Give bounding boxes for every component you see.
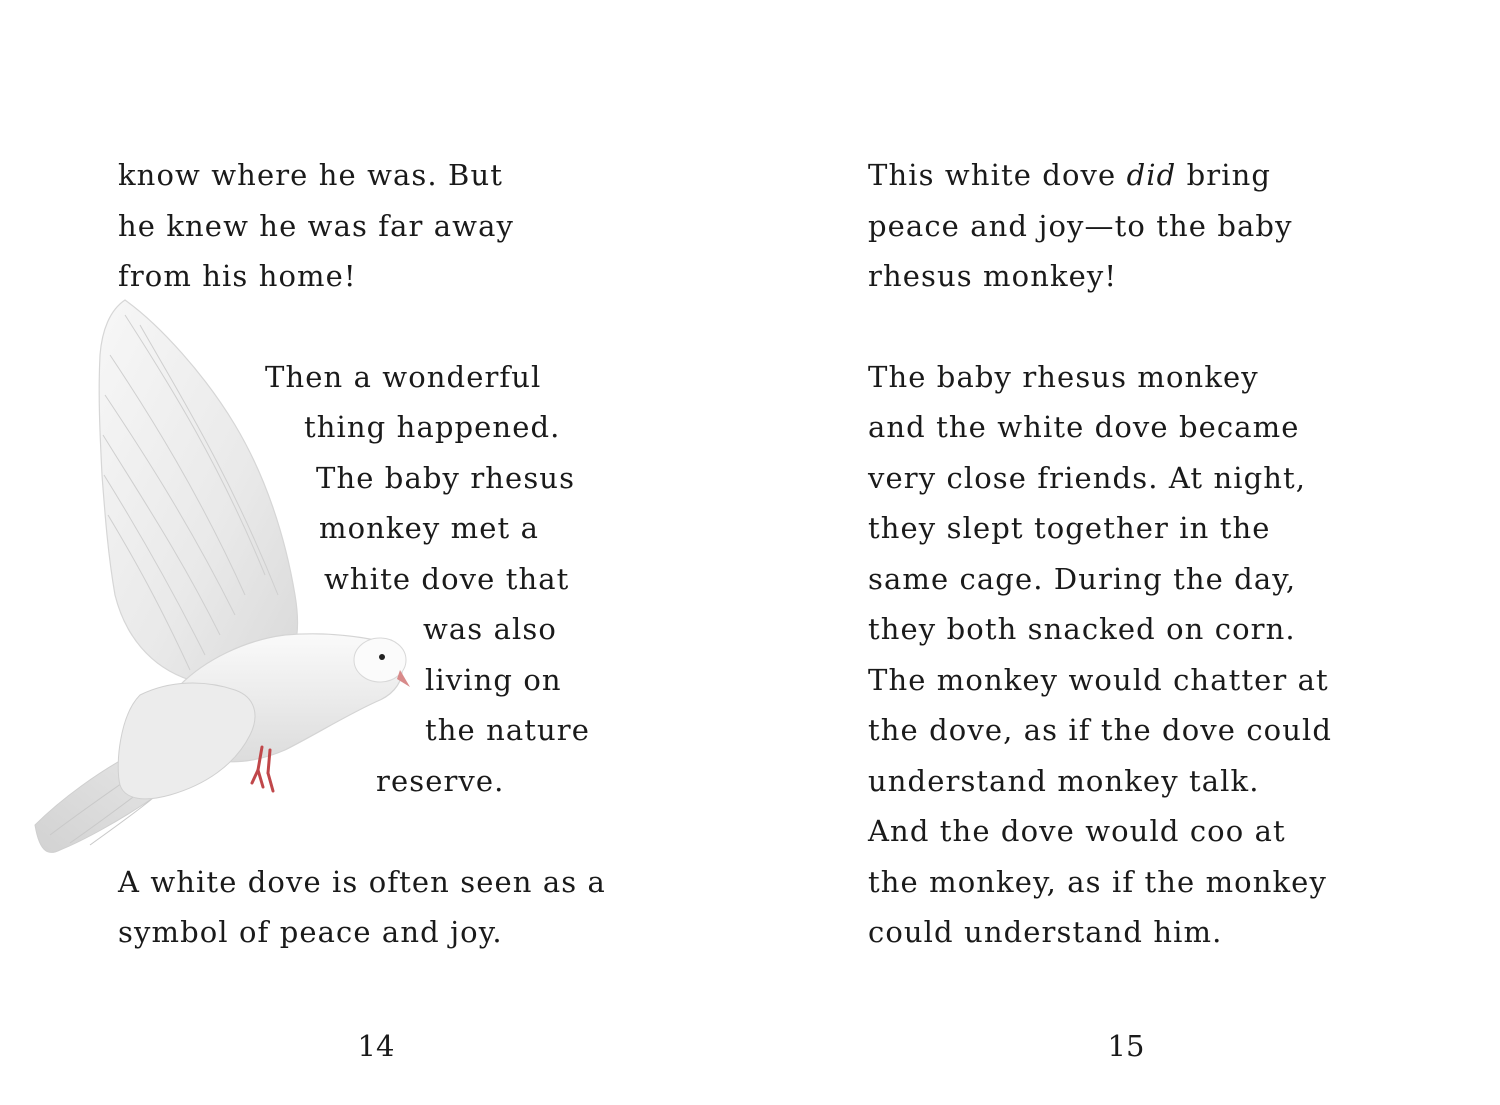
left-intro-line-1: know where he was. But xyxy=(118,158,503,192)
left-wrap-line-9: reserve. xyxy=(376,764,505,798)
right-para2-line-7: The monkey would chatter at xyxy=(868,663,1329,697)
left-wrap-line-5: white dove that xyxy=(324,562,570,596)
left-wrap-line-4: monkey met a xyxy=(319,511,539,545)
right-para2-line-1: The baby rhesus monkey xyxy=(868,360,1259,394)
right-para2-line-5: same cage. During the day, xyxy=(868,562,1297,596)
right-para2-line-9: understand monkey talk. xyxy=(868,764,1260,798)
left-intro-line-2: he knew he was far away xyxy=(118,209,514,243)
right-para2-line-11: the monkey, as if the monkey xyxy=(868,865,1327,899)
left-wrap-line-6: was also xyxy=(423,612,557,646)
right-para2-line-3: very close friends. At night, xyxy=(868,461,1307,495)
left-intro-line-3: from his home! xyxy=(118,259,357,293)
page-number-left: 14 xyxy=(357,1029,395,1063)
right-para1-line-2: peace and joy—to the baby xyxy=(868,209,1293,243)
right-para2-line-6: they both snacked on corn. xyxy=(868,612,1296,646)
left-wrap-line-2: thing happened. xyxy=(304,410,561,444)
right-para2-line-4: they slept together in the xyxy=(868,511,1271,545)
left-wrap-line-8: the nature xyxy=(425,713,591,747)
right-para1-line-1-start: This white dove xyxy=(868,158,1127,192)
left-closing-line-1: A white dove is often seen as a xyxy=(118,865,606,899)
right-para1-line-1-end: bring xyxy=(1176,158,1272,192)
left-closing-line-2: symbol of peace and joy. xyxy=(118,915,503,949)
emphasis-did: did xyxy=(1126,158,1177,192)
left-wrap-line-1: Then a wonderful xyxy=(265,360,542,394)
right-para2-line-8: the dove, as if the dove could xyxy=(868,713,1333,747)
right-para2-line-12: could understand him. xyxy=(868,915,1223,949)
right-para1-line-1 xyxy=(868,150,1271,200)
right-para1-line-3: rhesus monkey! xyxy=(868,259,1118,293)
left-wrap-line-3: The baby rhesus xyxy=(316,461,576,495)
right-para2-line-2: and the white dove became xyxy=(868,410,1300,444)
page-number-right: 15 xyxy=(1107,1029,1145,1063)
right-para2-line-10: And the dove would coo at xyxy=(868,814,1286,848)
left-wrap-line-7: living on xyxy=(425,663,562,697)
right-page xyxy=(750,0,1500,1105)
